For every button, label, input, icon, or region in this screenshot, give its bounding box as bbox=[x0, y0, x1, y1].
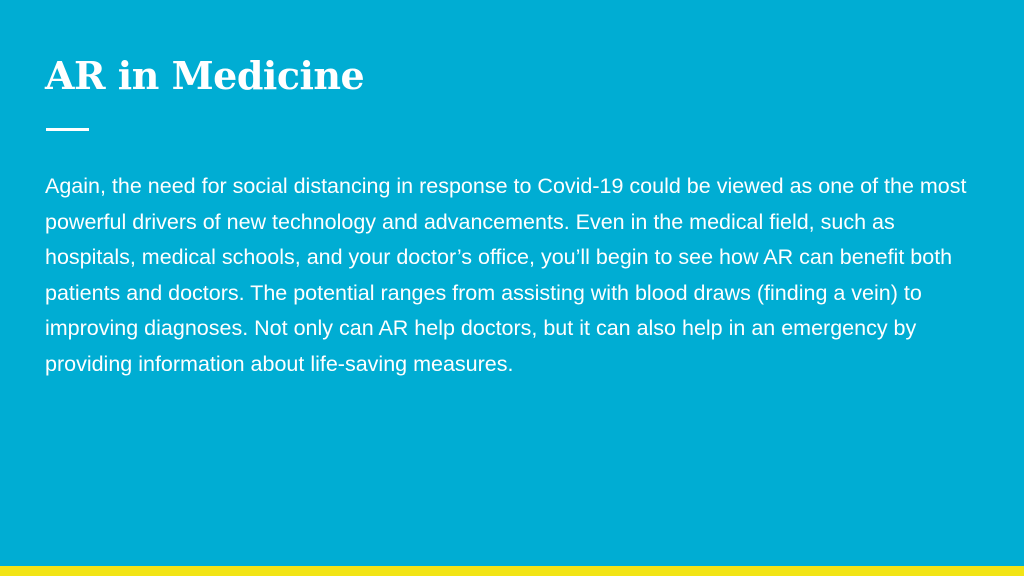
footer-accent-bar bbox=[0, 566, 1024, 576]
title-underline-rule bbox=[46, 128, 89, 131]
slide-title: AR in Medicine bbox=[45, 53, 365, 98]
slide-body-text: Again, the need for social distancing in response to Covid-19 could be viewed as one of the most powerful drivers of new technology and advancements. Even in the medical field, such as hospitals, medical schools, and your doctor’s office, you’ll begin to see how AR can benefit both patients and doctors. The potential ranges from assisting with blood draws (finding a vein) to improving diagnoses. Not only can AR help doctors, but it can also help in an emergency by providing information about life-saving measures. bbox=[45, 174, 967, 376]
